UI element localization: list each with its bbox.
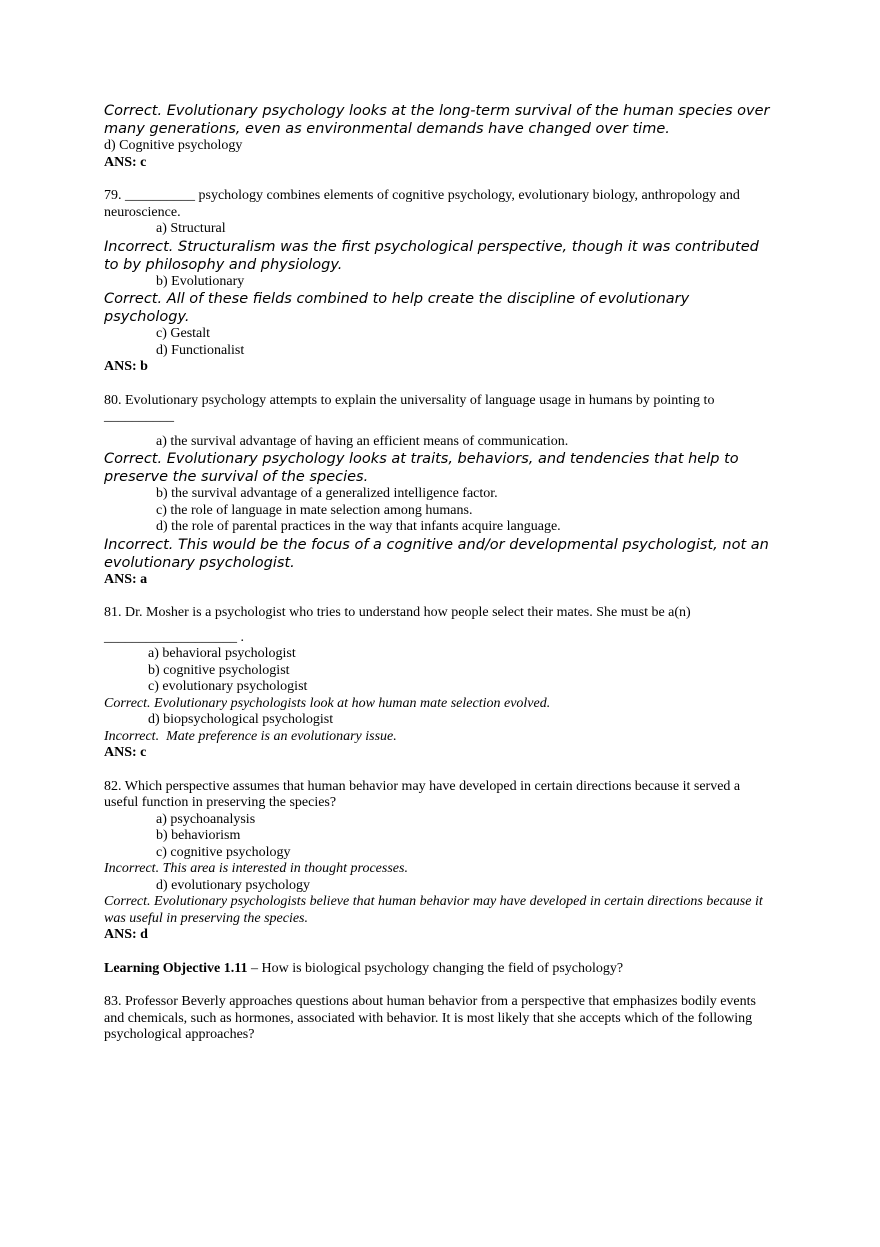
learning-objective-label: Learning Objective 1.11	[104, 960, 248, 976]
option-b: b) the survival advantage of a generalized intelligence factor.	[156, 486, 498, 501]
answer-key: ANS: b	[104, 359, 148, 374]
feedback-correct: Correct. All of these fields combined to help create the discipline of evolutionary psychology.	[104, 291, 690, 325]
question-stem: 79. __________ psychology combines elements of cognitive psychology, evolutionary biology, anthropology and neuroscience.	[104, 188, 740, 220]
option-d: d) Functionalist	[156, 342, 245, 358]
option-b: b) cognitive psychologist	[148, 662, 290, 678]
option-d: d) Cognitive psychology	[104, 138, 243, 153]
option-b: b) behaviorism	[156, 828, 241, 843]
answer-blank: __________	[104, 409, 174, 424]
option-a: a) the survival advantage of having an efficient means of communication.	[156, 433, 569, 449]
question-82	[104, 779, 776, 944]
learning-objective-text: – How is biological psychology changing the field of psychology?	[247, 960, 624, 976]
option-a: a) behavioral psychologist	[148, 646, 296, 661]
answer-key: ANS: c	[104, 745, 147, 760]
feedback-correct: Correct. Evolutionary psychology looks at the long-term survival of the human species over many generations, even as environmental demands have changed over time.	[104, 103, 770, 137]
option-d: d) biopsychological psychologist	[148, 712, 334, 727]
answer-blank: ___________________ .	[104, 629, 244, 645]
option-a: a) Structural	[156, 221, 226, 236]
question-stem: 83. Professor Beverly approaches questions about human behavior from a perspective that emphasizes bodily events and chemicals, such as hormones, associated with behavior. It is most likely that she accepts which of the following psychological approaches?	[104, 994, 756, 1042]
feedback-correct: Correct. Evolutionary psychologists believe that human behavior may have developed in certain directions because it was useful in preserving the species.	[104, 894, 763, 926]
document-page	[104, 102, 776, 1044]
question-stem: 80. Evolutionary psychology attempts to explain the universality of language usage in humans by pointing to	[104, 392, 715, 408]
answer-key: ANS: a	[104, 571, 148, 587]
feedback-incorrect: Incorrect. This area is interested in thought processes.	[104, 861, 408, 876]
option-c: c) cognitive psychology	[156, 844, 291, 860]
option-c: c) Gestalt	[156, 326, 211, 341]
question-80	[104, 393, 776, 589]
option-c: c) evolutionary psychologist	[148, 679, 308, 694]
feedback-correct: Correct. Evolutionary psychologists look at how human mate selection evolved.	[104, 695, 551, 711]
answer-key: ANS: c	[104, 154, 147, 170]
question-stem: 82. Which perspective assumes that human behavior may have developed in certain directions because it served a useful function in preserving the species?	[104, 778, 741, 810]
learning-objective	[104, 961, 776, 978]
question-81	[104, 605, 776, 762]
feedback-incorrect: Incorrect. This would be the focus of a cognitive and/or developmental psychologist, not an evolutionary psychologist.	[104, 536, 769, 571]
answer-key: ANS: d	[104, 927, 148, 942]
option-b: b) Evolutionary	[156, 273, 245, 289]
option-d: d) the role of parental practices in the way that infants acquire language.	[156, 519, 561, 534]
option-a: a) psychoanalysis	[156, 811, 256, 827]
feedback-correct: Correct. Evolutionary psychology looks at traits, behaviors, and tendencies that help to preserve the survival of the species.	[104, 451, 739, 485]
question-79	[104, 188, 776, 376]
feedback-incorrect: Incorrect. Mate preference is an evolutionary issue.	[104, 728, 397, 744]
question-stem: 81. Dr. Mosher is a psychologist who tries to understand how people select their mates. She must be a(n)	[104, 605, 691, 620]
feedback-incorrect: Incorrect. Structuralism was the first psychological perspective, though it was contributed to by philosophy and physiology.	[104, 238, 759, 273]
question-83	[104, 994, 776, 1044]
option-d: d) evolutionary psychology	[156, 877, 310, 893]
option-c: c) the role of language in mate selection among humans.	[156, 502, 473, 518]
